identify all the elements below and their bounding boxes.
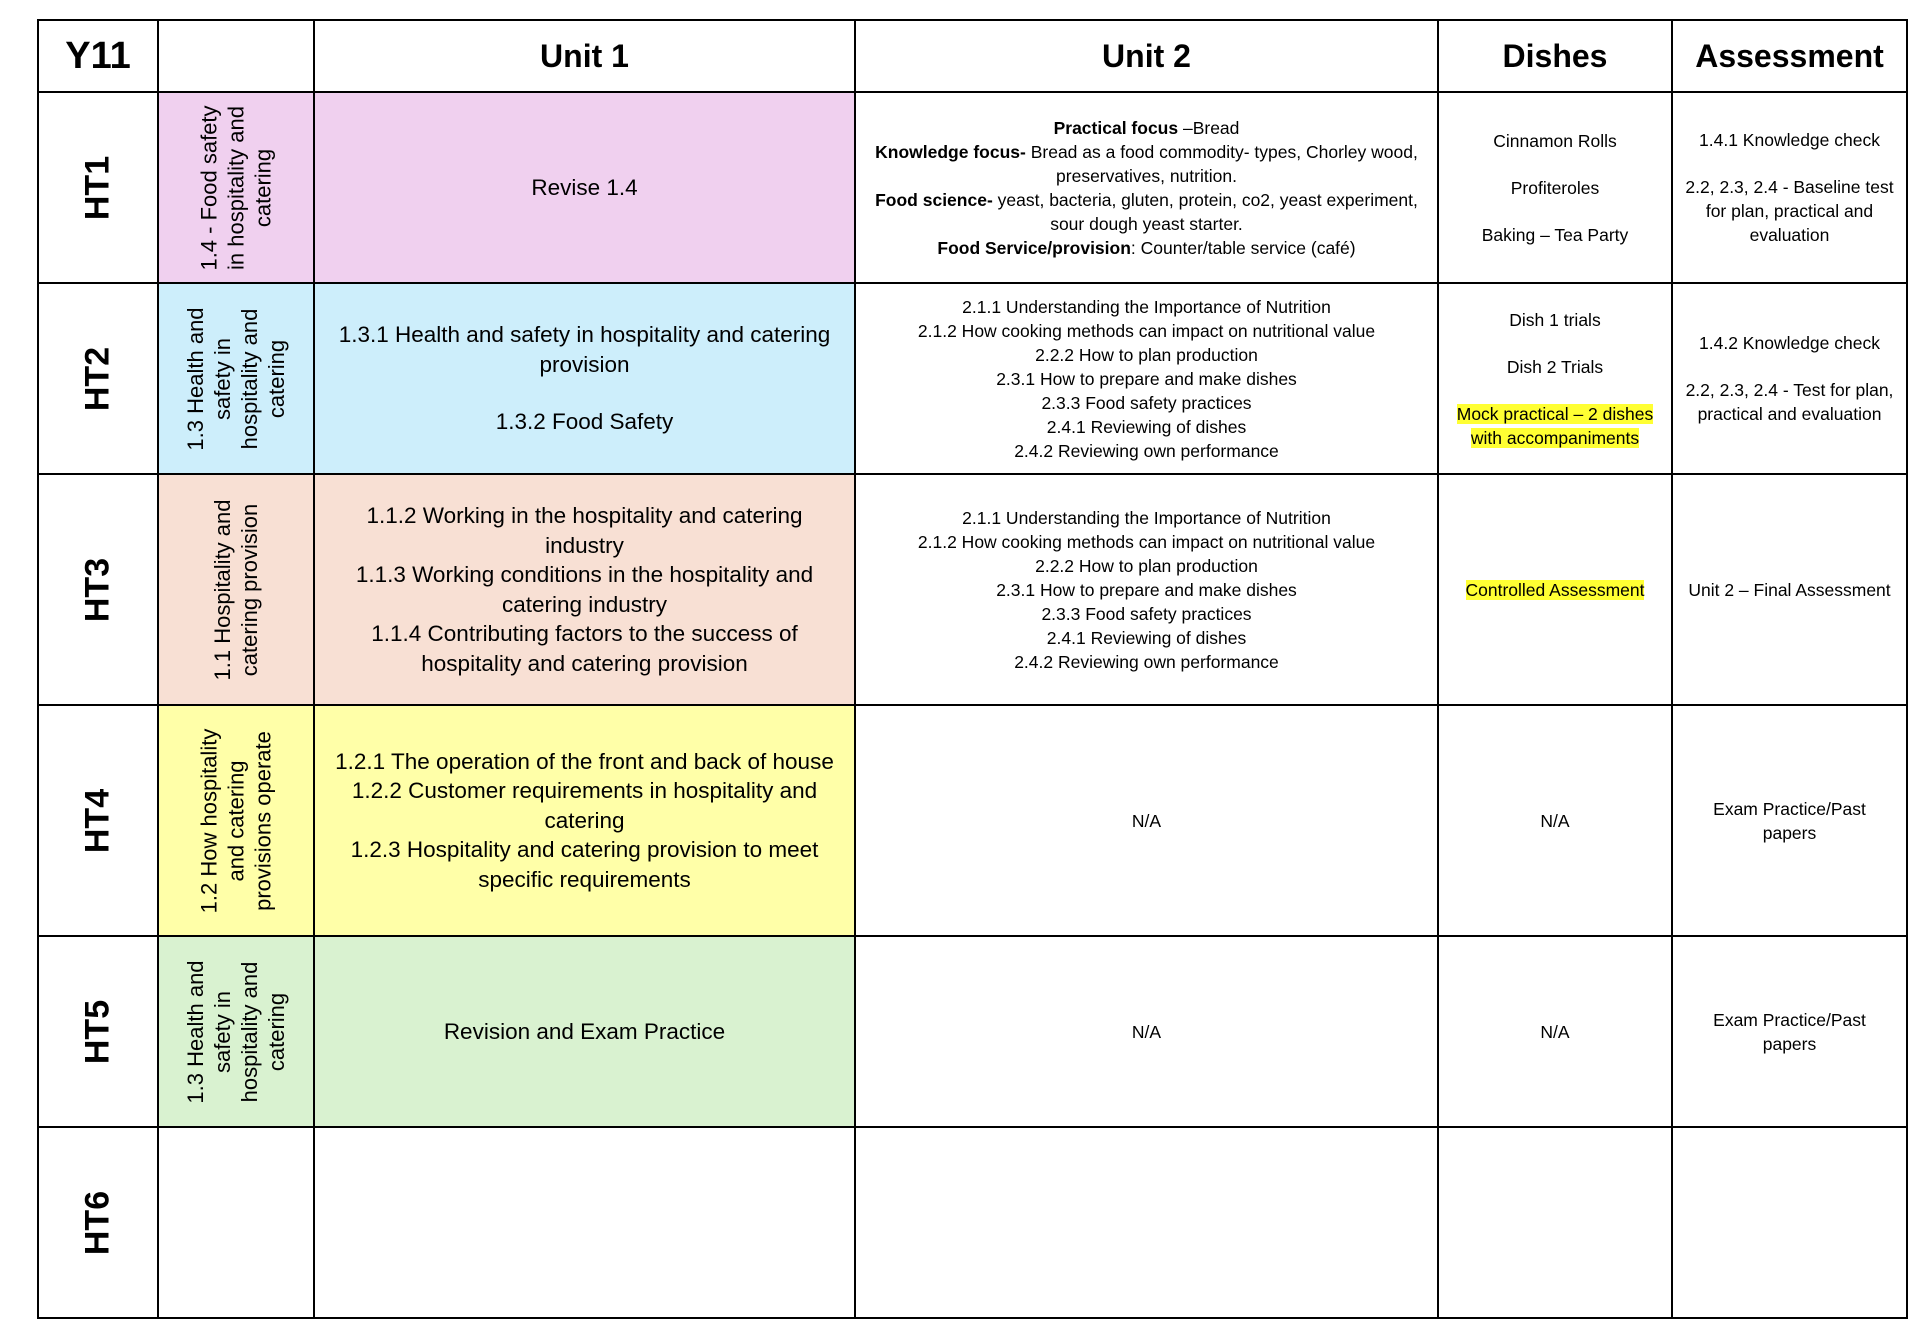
unit1-cell-ht1 (314, 92, 855, 283)
assessment-item: 1.4.2 Knowledge check (1699, 333, 1880, 353)
unit2-line: 2.4.2 Reviewing own performance (1014, 440, 1279, 461)
assessment-item: 1.4.1 Knowledge check (1699, 130, 1880, 150)
food-science-value: yeast, bacteria, gluten, protein, co2, yeast experiment, sour dough yeast starter. (992, 189, 1418, 234)
unit2-cell-ht6 (855, 1127, 1438, 1318)
dishes-cell-ht4 (1438, 705, 1672, 936)
unit2-line: 2.3.3 Food safety practices (1041, 392, 1252, 413)
unit1-line: 1.1.4 Contributing factors to the success of hospitality and catering provision (371, 621, 798, 676)
assessment-cell-ht5 (1672, 936, 1907, 1127)
assessment-cell-ht3 (1672, 474, 1907, 705)
unit2-line: 2.3.3 Food safety practices (1041, 603, 1252, 624)
unit2-line: 2.2.2 How to plan production (1035, 555, 1258, 576)
unit1-cell-ht3 (314, 474, 855, 705)
topic-cell-ht5: 1.3 Health and safety in hospitality and catering (158, 936, 314, 1127)
unit2-line: N/A (1131, 1021, 1162, 1042)
unit2-header: Unit 2 (855, 20, 1438, 92)
topic-cell-ht3: 1.1 Hospitality and catering provision (158, 474, 314, 705)
row-label-ht2: HT2 (38, 283, 158, 474)
unit1-line: 1.3.2 Food Safety (495, 409, 674, 435)
unit2-cell-ht5 (855, 936, 1438, 1127)
unit1-line: 1.2.2 Customer requirements in hospitality and catering (351, 778, 818, 833)
row-label-ht1: HT1 (38, 92, 158, 283)
unit1-cell-ht2 (314, 283, 855, 474)
unit2-line: 2.1.2 How cooking methods can impact on nutritional value (917, 320, 1376, 341)
year-header: Y11 (38, 20, 158, 92)
dish-item: Cinnamon Rolls (1493, 130, 1617, 151)
assessment-cell-ht2 (1672, 283, 1907, 474)
unit2-line: 2.3.1 How to prepare and make dishes (996, 368, 1297, 389)
topic-cell-ht4: 1.2 How hospitality and catering provisions operate (158, 705, 314, 936)
dish-item: Dish 2 Trials (1506, 356, 1604, 377)
table-row-ht1 (38, 92, 1907, 283)
unit1-line: 1.2.1 The operation of the front and back of house (335, 748, 834, 774)
assessment-cell-ht1 (1672, 92, 1907, 283)
assessment-item: Unit 2 – Final Assessment (1688, 579, 1891, 600)
table-row-ht2 (38, 283, 1907, 474)
mock-practical-highlight: Mock practical – 2 dishes with accompaniments (1456, 403, 1654, 448)
unit1-line: 1.3.1 Health and safety in hospitality and catering provision (338, 322, 831, 377)
unit2-cell-ht2 (855, 283, 1438, 474)
unit2-line: 2.4.1 Reviewing of dishes (1046, 416, 1247, 437)
food-service-label: Food Service/provision (937, 237, 1131, 258)
unit2-line: 2.1.2 How cooking methods can impact on nutritional value (917, 531, 1376, 552)
unit1-cell-ht5 (314, 936, 855, 1127)
unit1-line: 1.1.2 Working in the hospitality and catering industry (366, 503, 803, 558)
unit1-line: Revise 1.4 (531, 174, 638, 200)
dish-item: N/A (1540, 810, 1570, 831)
dish-item: N/A (1540, 1021, 1570, 1042)
curriculum-table (37, 19, 1908, 1319)
dish-item: Dish 1 trials (1509, 309, 1601, 330)
food-science-label: Food science- (875, 189, 993, 210)
knowledge-focus-value: Bread as a food commodity- types, Chorley wood, (1025, 141, 1418, 162)
unit1-line: Revision and Exam Practice (443, 1018, 726, 1044)
unit2-line: N/A (1131, 810, 1162, 831)
unit2-line: 2.2.2 How to plan production (1035, 344, 1258, 365)
knowledge-focus-value-2: preservatives, nutrition. (1056, 165, 1237, 186)
assessment-cell-ht6 (1672, 1127, 1907, 1318)
header-row (38, 20, 1907, 92)
food-service-value: : Counter/table service (café) (1130, 237, 1356, 258)
table-row-ht5 (38, 936, 1907, 1127)
unit2-line: 2.1.1 Understanding the Importance of Nutrition (962, 507, 1331, 528)
practical-focus-label: Practical focus (1053, 117, 1179, 138)
unit2-line: 2.4.1 Reviewing of dishes (1046, 627, 1247, 648)
dishes-cell-ht5 (1438, 936, 1672, 1127)
row-label-ht4: HT4 (38, 705, 158, 936)
unit2-cell-ht3 (855, 474, 1438, 705)
unit1-line: 1.2.3 Hospitality and catering provision to meet specific requirements (350, 837, 819, 892)
practical-focus-value: –Bread (1178, 117, 1240, 138)
assessment-item: Exam Practice/Past papers (1713, 798, 1866, 843)
assessment-item: 2.2, 2.3, 2.4 - Test for plan, practical and evaluation (1685, 380, 1894, 424)
table-row-ht3 (38, 474, 1907, 705)
knowledge-focus-label: Knowledge focus- (875, 141, 1026, 162)
unit1-line: 1.1.3 Working conditions in the hospitality and catering industry (355, 562, 814, 617)
unit2-cell-ht4 (855, 705, 1438, 936)
dishes-cell-ht2 (1438, 283, 1672, 474)
table-row-ht4 (38, 705, 1907, 936)
topic-cell-ht2: 1.3 Health and safety in hospitality and catering (158, 283, 314, 474)
unit2-cell-ht1 (855, 92, 1438, 283)
dishes-cell-ht6 (1438, 1127, 1672, 1318)
assessment-header: Assessment (1672, 20, 1907, 92)
unit2-line: 2.1.1 Understanding the Importance of Nutrition (962, 296, 1331, 317)
dish-item: Profiteroles (1510, 177, 1600, 198)
assessment-item: 2.2, 2.3, 2.4 - Baseline test for plan, practical and evaluation (1685, 177, 1894, 245)
row-label-ht3: HT3 (38, 474, 158, 705)
row-label-ht6: HT6 (38, 1127, 158, 1318)
dish-item: Baking – Tea Party (1481, 224, 1629, 245)
topic-header (158, 20, 314, 92)
topic-cell-ht1: 1.4 - Food safety in hospitality and catering (158, 92, 314, 283)
dishes-cell-ht3 (1438, 474, 1672, 705)
unit2-line: 2.3.1 How to prepare and make dishes (996, 579, 1297, 600)
table-row-ht6 (38, 1127, 1907, 1318)
unit2-line: 2.4.2 Reviewing own performance (1014, 651, 1279, 672)
assessment-cell-ht4 (1672, 705, 1907, 936)
topic-cell-ht6 (158, 1127, 314, 1318)
dishes-cell-ht1 (1438, 92, 1672, 283)
assessment-item: Exam Practice/Past papers (1713, 1009, 1866, 1054)
unit1-cell-ht4 (314, 705, 855, 936)
unit1-header: Unit 1 (314, 20, 855, 92)
unit1-cell-ht6 (314, 1127, 855, 1318)
controlled-assessment-highlight: Controlled Assessment (1465, 579, 1645, 600)
row-label-ht5: HT5 (38, 936, 158, 1127)
dishes-header: Dishes (1438, 20, 1672, 92)
